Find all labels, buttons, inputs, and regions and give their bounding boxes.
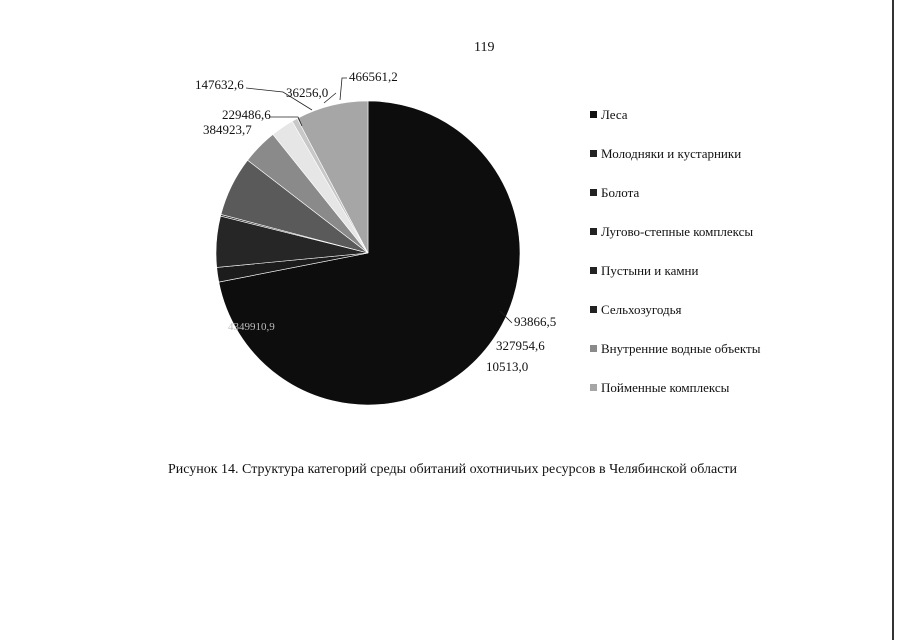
legend-label: Молодняки и кустарники <box>601 145 742 161</box>
legend-swatch <box>590 111 597 118</box>
legend-label: Лугово-степные комплексы <box>601 223 754 239</box>
pie-slices <box>216 101 520 405</box>
legend-swatch <box>590 189 597 196</box>
legend-item <box>590 212 880 251</box>
legend-swatch <box>590 345 597 352</box>
legend-item <box>590 134 880 173</box>
legend-item <box>590 173 880 212</box>
legend-swatch <box>590 150 597 157</box>
slice-value-label: 327954,6 <box>496 338 545 353</box>
legend-label: Сельхозугодья <box>601 301 682 317</box>
slice-value-label: 147632,6 <box>195 77 244 92</box>
slice-value-label: 10513,0 <box>486 359 529 374</box>
slice-value-label: 4349910,9 <box>228 321 275 333</box>
legend-item <box>590 95 880 134</box>
legend-label: Внутренние водные объекты <box>601 340 761 356</box>
legend-label: Болота <box>601 184 640 200</box>
slice-value-label: 466561,2 <box>349 69 398 84</box>
figure-caption: Рисунок 14. Структура категорий среды обитаний охотничьих ресурсов в Челябинской области <box>167 462 738 477</box>
slice-value-label: 36256,0 <box>286 85 329 100</box>
slice-value-label: 93866,5 <box>514 314 557 329</box>
page-number: 119 <box>474 40 495 55</box>
legend-item <box>590 329 880 368</box>
legend-swatch <box>590 267 597 274</box>
legend-item <box>590 251 880 290</box>
legend-label: Леса <box>601 106 628 122</box>
legend-item <box>590 368 880 407</box>
legend-item <box>590 290 880 329</box>
chart-legend <box>590 95 880 407</box>
legend-swatch <box>590 306 597 313</box>
legend-swatch <box>590 384 597 391</box>
slice-value-label: 384923,7 <box>203 122 252 137</box>
legend-label: Пустыни и камни <box>601 262 699 278</box>
label-leader-line <box>340 78 347 100</box>
slice-value-label: 229486,6 <box>222 107 271 122</box>
legend-swatch <box>590 228 597 235</box>
legend-label: Пойменные комплексы <box>601 379 730 395</box>
